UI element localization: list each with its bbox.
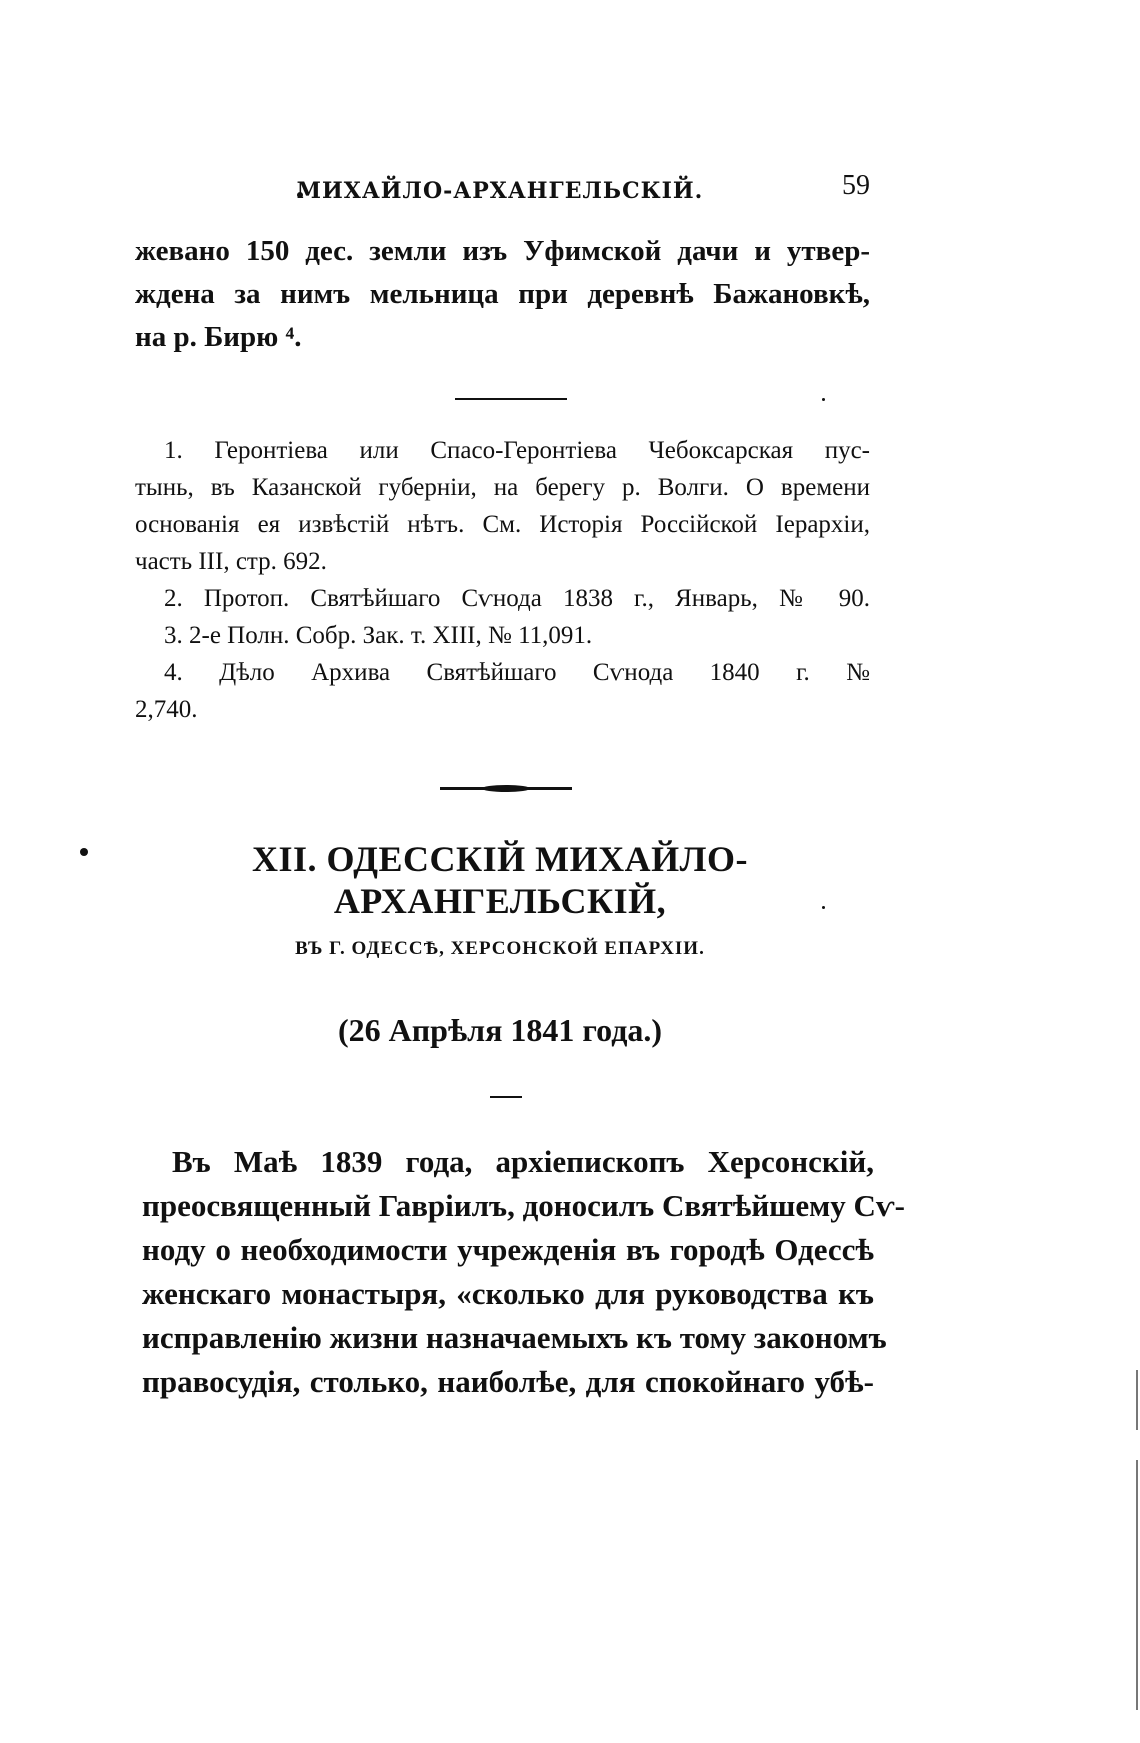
text-line: преосвященный Гавріилъ, доносилъ Святѣйшему Сѵ- bbox=[142, 1188, 905, 1223]
footnote-separator bbox=[455, 398, 567, 400]
text-line: на р. Бирю ⁴. bbox=[135, 321, 302, 353]
scan-edge-mark bbox=[1136, 1370, 1138, 1430]
text-line: Въ Маѣ 1839 года, архіепископъ Херсонскій, bbox=[172, 1144, 874, 1179]
text-line: женскаго монастыря, «сколько для руководства къ bbox=[142, 1276, 874, 1311]
print-speck bbox=[822, 398, 825, 401]
running-header bbox=[130, 170, 870, 210]
footnotes bbox=[135, 432, 870, 728]
text-line: правосудія, столько, наиболѣе, для спокойнаго убѣ- bbox=[142, 1364, 874, 1399]
section-date: (26 Апрѣля 1841 года.) bbox=[337, 1012, 663, 1048]
text-line: ждена за нимъ мельница при деревнѣ Бажановкѣ, bbox=[135, 278, 870, 310]
text-line: жевано 150 дес. земли изъ Уфимской дачи и утвер- bbox=[135, 235, 870, 267]
running-title: МИХАЙЛО-АРХАНГЕЛЬСКІЙ. bbox=[296, 178, 704, 204]
scan-edge-mark bbox=[1136, 1460, 1138, 1710]
page-number: 59 bbox=[842, 170, 870, 201]
section-ornament-center bbox=[482, 785, 530, 792]
footnote-line: 2. Протоп. Святѣйшаго Сѵнода 1838 г., Январь, № 90. bbox=[164, 585, 870, 612]
text-line: исправленію жизни назначаемыхъ къ тому закономъ bbox=[142, 1320, 887, 1355]
continued-paragraph bbox=[135, 230, 870, 359]
footnote-line: 3. 2-е Полн. Собр. Зак. т. XIII, № 11,091. bbox=[164, 622, 593, 649]
print-speck bbox=[80, 848, 88, 856]
footnote-line: основанія ея извѣстій нѣтъ. См. Исторія Россійской Іерархіи, bbox=[135, 511, 870, 538]
footnote-line: тынь, въ Казанской губерніи, на берегу р. Волги. О времени bbox=[135, 474, 870, 501]
footnote-line: часть III, стр. 692. bbox=[135, 548, 327, 575]
text-line: ноду о необходимости учрежденія въ городѣ Одессѣ bbox=[142, 1232, 874, 1267]
body-paragraph bbox=[142, 1140, 905, 1404]
section-subheading: ВЪ Г. ОДЕССѢ, ХЕРСОНСКОЙ ЕПАРХІИ. bbox=[295, 938, 705, 959]
footnote-line: 4. Дѣло Архива Святѣйшаго Сѵнода 1840 г. № bbox=[164, 659, 870, 686]
footnote-line: 2,740. bbox=[135, 696, 198, 723]
date-separator bbox=[490, 1096, 522, 1098]
footnote-line: 1. Геронтіева или Спасо-Геронтіева Чебоксарская пус- bbox=[164, 437, 870, 464]
section-heading: XII. ОДЕССКІЙ МИХАЙЛО-АРХАНГЕЛЬСКІЙ, bbox=[252, 839, 748, 921]
